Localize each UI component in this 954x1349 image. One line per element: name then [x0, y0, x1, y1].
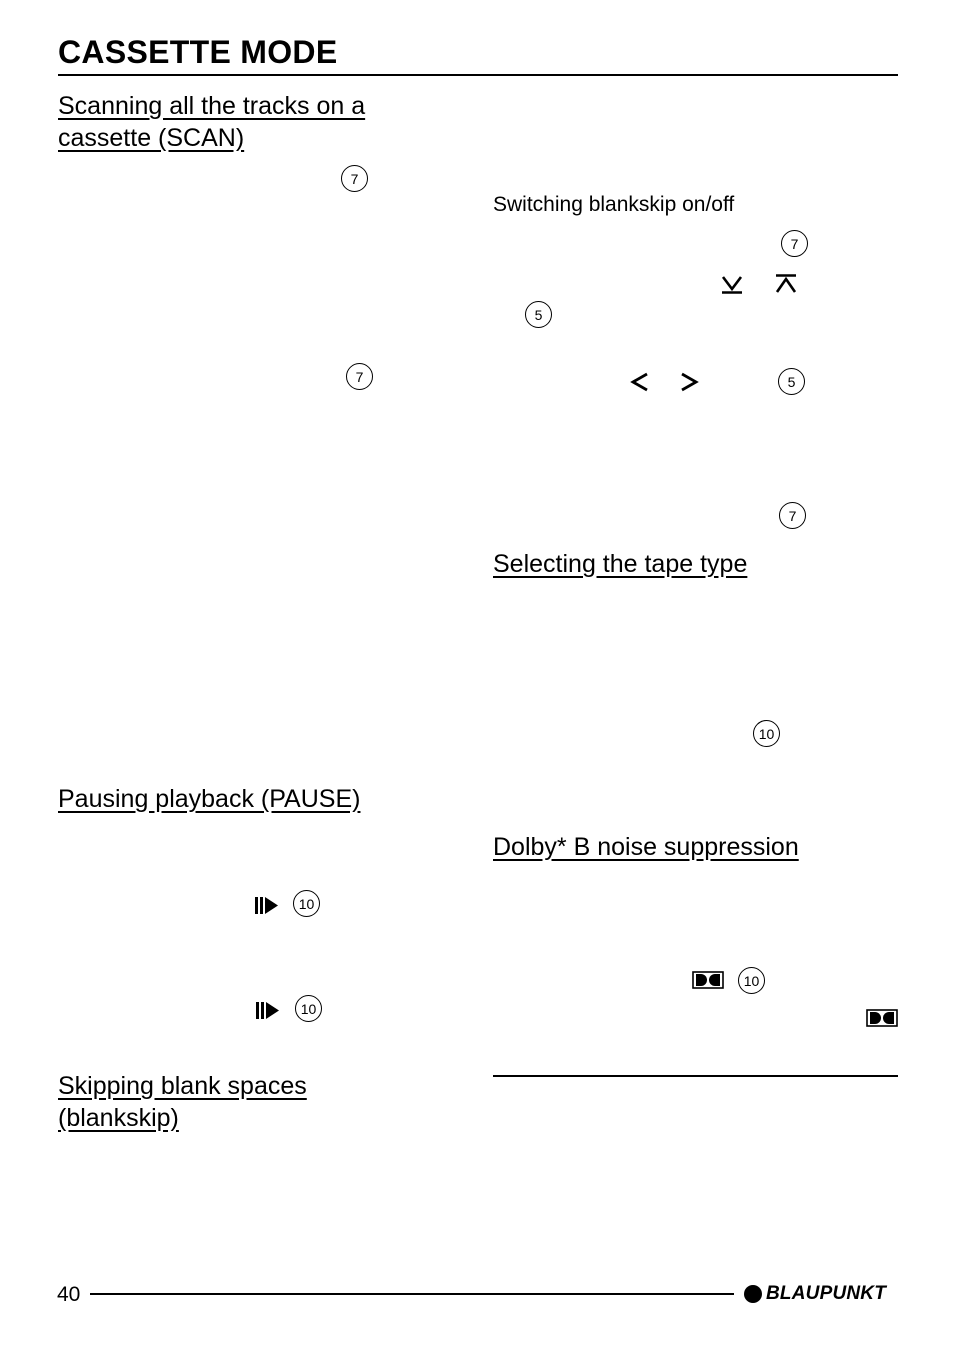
- page-number: 40: [57, 1283, 81, 1306]
- scan-heading: Scanning all the tracks on a cassette (SCAN): [58, 92, 366, 152]
- pause-button-callout: 10: [293, 890, 320, 917]
- footer-rule: [90, 1293, 734, 1295]
- brand-logo: [744, 1283, 886, 1305]
- brand-name: BLAUPUNKT: [766, 1283, 887, 1304]
- dolby-icon: [866, 1009, 898, 1027]
- arrow-right-icon: [679, 372, 699, 392]
- pause-heading: Pausing playback (PAUSE): [58, 785, 361, 813]
- title-divider: [58, 74, 898, 76]
- play-pause-icon: [256, 1001, 280, 1020]
- arrow-up-icon: [775, 274, 797, 294]
- blankskip-onoff-heading: Switching blankskip on/off: [493, 193, 735, 216]
- logo-dot-icon: [744, 1285, 762, 1303]
- rocker-button-callout: 5: [525, 301, 552, 328]
- play-pause-icon: [255, 896, 279, 915]
- pause-button-callout: 10: [295, 995, 322, 1022]
- tape-type-button-callout: 10: [753, 720, 780, 747]
- blankskip-menu-callout: 7: [781, 230, 808, 257]
- blankskip-heading: Skipping blank spaces (blankskip): [58, 1072, 307, 1132]
- tape-type-heading: Selecting the tape type: [493, 550, 748, 578]
- page-title: CASSETTE MODE: [58, 34, 338, 70]
- arrow-down-icon: [721, 274, 743, 294]
- rocker-button-callout: 5: [778, 368, 805, 395]
- scan-button-callout: 7: [346, 363, 373, 390]
- arrow-left-icon: [630, 372, 650, 392]
- dolby-icon: [692, 971, 724, 989]
- dolby-button-callout: 10: [738, 967, 765, 994]
- scan-button-callout: 7: [341, 165, 368, 192]
- dolby-heading: Dolby* B noise suppression: [493, 833, 799, 861]
- blankskip-menu-callout: 7: [779, 502, 806, 529]
- footnote-divider: [493, 1075, 898, 1077]
